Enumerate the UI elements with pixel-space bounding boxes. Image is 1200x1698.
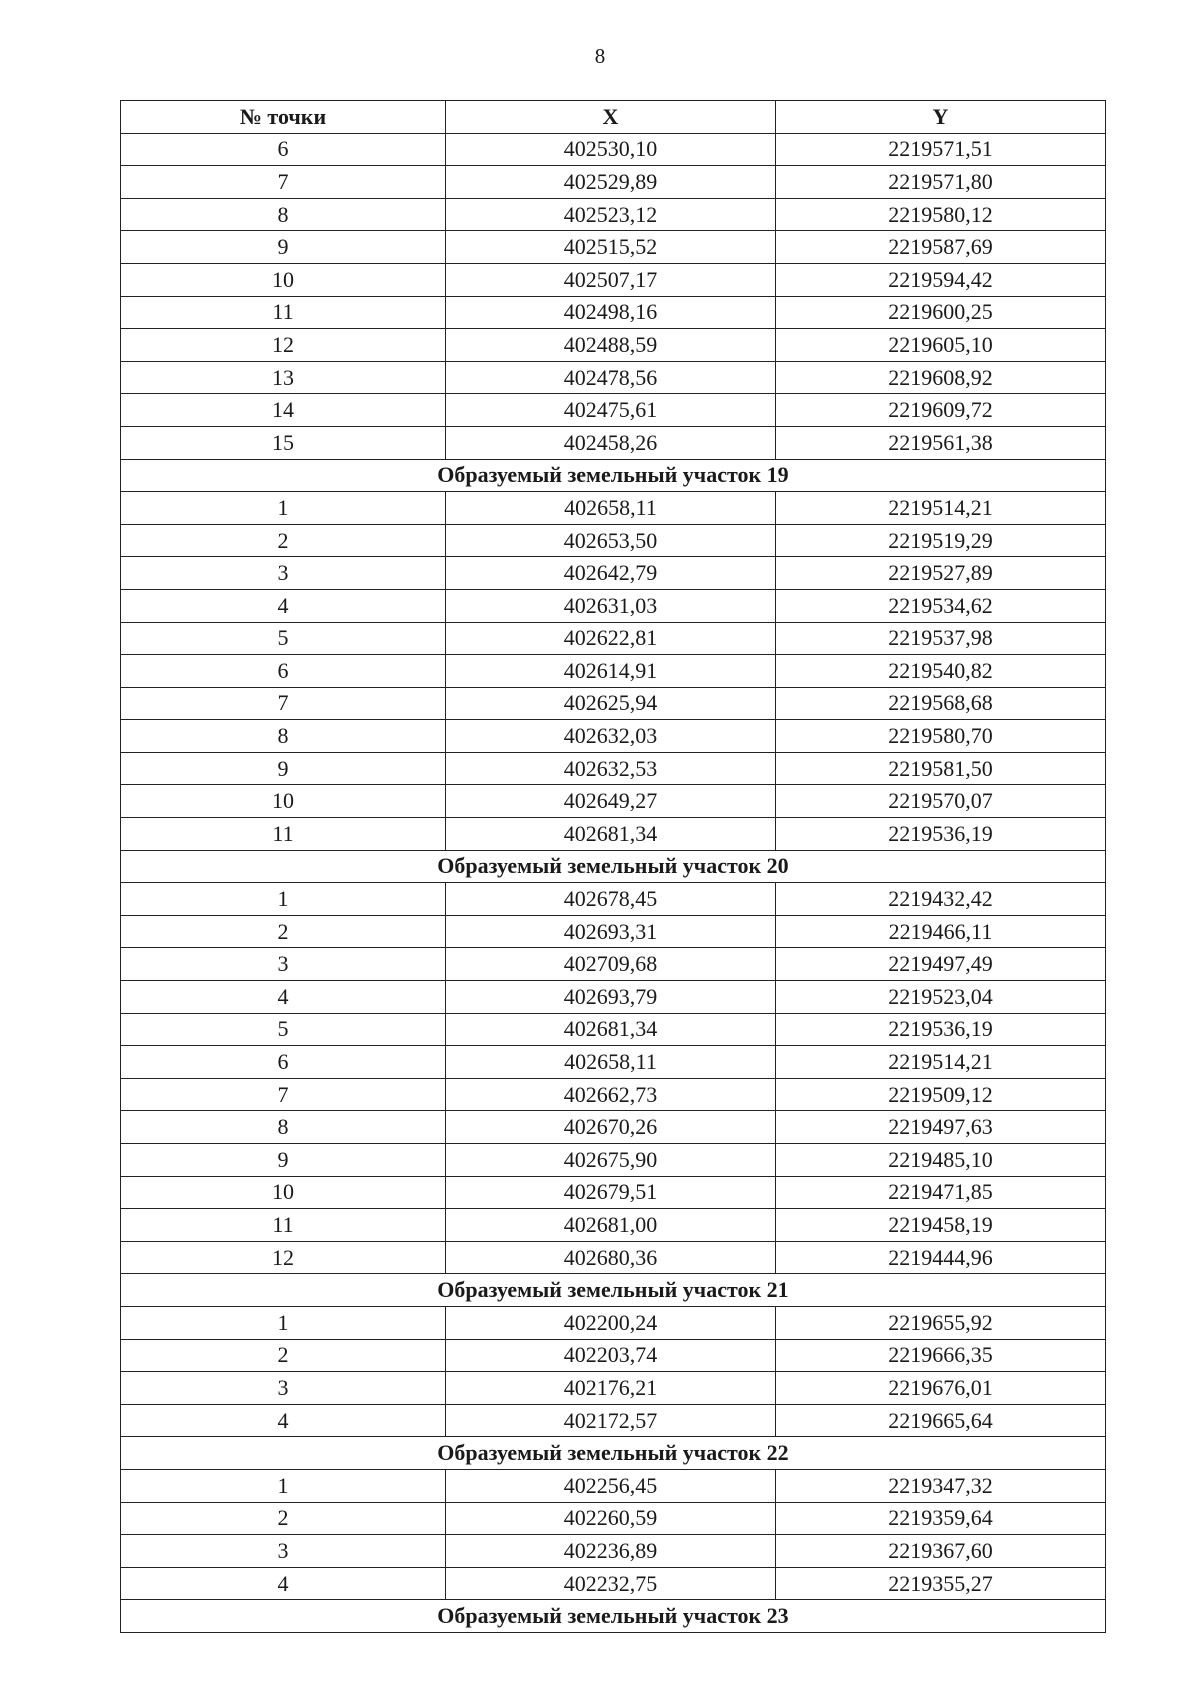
x-coordinate-cell: 402649,27 xyxy=(446,785,776,818)
x-coordinate-cell: 402658,11 xyxy=(446,1046,776,1079)
table-row xyxy=(121,1372,1106,1405)
x-coordinate-cell: 402662,73 xyxy=(446,1078,776,1111)
table-row xyxy=(121,1144,1106,1177)
y-coordinate-cell: 2219571,80 xyxy=(776,166,1106,199)
x-coordinate-cell: 402515,52 xyxy=(446,231,776,264)
x-coordinate-cell: 402631,03 xyxy=(446,589,776,622)
x-coordinate-cell: 402488,59 xyxy=(446,329,776,362)
point-number-cell: 12 xyxy=(121,329,446,362)
x-coordinate-cell: 402475,61 xyxy=(446,394,776,427)
point-number-cell: 9 xyxy=(121,231,446,264)
header-y: Y xyxy=(776,101,1106,134)
x-coordinate-cell: 402478,56 xyxy=(446,361,776,394)
y-coordinate-cell: 2219514,21 xyxy=(776,1046,1106,1079)
y-coordinate-cell: 2219608,92 xyxy=(776,361,1106,394)
table-row xyxy=(121,231,1106,264)
y-coordinate-cell: 2219523,04 xyxy=(776,981,1106,1014)
x-coordinate-cell: 402176,21 xyxy=(446,1372,776,1405)
table-row xyxy=(121,133,1106,166)
table-row xyxy=(121,394,1106,427)
y-coordinate-cell: 2219540,82 xyxy=(776,655,1106,688)
point-number-cell: 2 xyxy=(121,1502,446,1535)
table-row xyxy=(121,752,1106,785)
point-number-cell: 1 xyxy=(121,492,446,525)
point-number-cell: 2 xyxy=(121,915,446,948)
table-row xyxy=(121,1404,1106,1437)
point-number-cell: 4 xyxy=(121,1404,446,1437)
point-number-cell: 7 xyxy=(121,166,446,199)
x-coordinate-cell: 402709,68 xyxy=(446,948,776,981)
section-row xyxy=(121,850,1106,883)
table-row xyxy=(121,166,1106,199)
x-coordinate-cell: 402256,45 xyxy=(446,1469,776,1502)
table-row xyxy=(121,1111,1106,1144)
x-coordinate-cell: 402680,36 xyxy=(446,1241,776,1274)
table-row xyxy=(121,1469,1106,1502)
x-coordinate-cell: 402681,34 xyxy=(446,818,776,851)
y-coordinate-cell: 2219609,72 xyxy=(776,394,1106,427)
point-number-cell: 5 xyxy=(121,1013,446,1046)
y-coordinate-cell: 2219519,29 xyxy=(776,524,1106,557)
table-row xyxy=(121,1176,1106,1209)
y-coordinate-cell: 2219359,64 xyxy=(776,1502,1106,1535)
table-row xyxy=(121,198,1106,231)
x-coordinate-cell: 402172,57 xyxy=(446,1404,776,1437)
y-coordinate-cell: 2219571,51 xyxy=(776,133,1106,166)
x-coordinate-cell: 402614,91 xyxy=(446,655,776,688)
y-coordinate-cell: 2219458,19 xyxy=(776,1209,1106,1242)
y-coordinate-cell: 2219605,10 xyxy=(776,329,1106,362)
table-row xyxy=(121,492,1106,525)
point-number-cell: 4 xyxy=(121,981,446,1014)
point-number-cell: 7 xyxy=(121,1078,446,1111)
point-number-cell: 3 xyxy=(121,1535,446,1568)
x-coordinate-cell: 402678,45 xyxy=(446,883,776,916)
point-number-cell: 1 xyxy=(121,1306,446,1339)
table-row xyxy=(121,1209,1106,1242)
table-row xyxy=(121,1339,1106,1372)
section-title: Образуемый земельный участок 21 xyxy=(121,1274,1106,1307)
x-coordinate-cell: 402232,75 xyxy=(446,1567,776,1600)
point-number-cell: 10 xyxy=(121,263,446,296)
y-coordinate-cell: 2219655,92 xyxy=(776,1306,1106,1339)
y-coordinate-cell: 2219471,85 xyxy=(776,1176,1106,1209)
x-coordinate-cell: 402679,51 xyxy=(446,1176,776,1209)
point-number-cell: 8 xyxy=(121,720,446,753)
table-row xyxy=(121,329,1106,362)
y-coordinate-cell: 2219568,68 xyxy=(776,687,1106,720)
y-coordinate-cell: 2219537,98 xyxy=(776,622,1106,655)
point-number-cell: 4 xyxy=(121,589,446,622)
x-coordinate-cell: 402236,89 xyxy=(446,1535,776,1568)
x-coordinate-cell: 402625,94 xyxy=(446,687,776,720)
table-row xyxy=(121,883,1106,916)
point-number-cell: 6 xyxy=(121,655,446,688)
table-row xyxy=(121,524,1106,557)
y-coordinate-cell: 2219665,64 xyxy=(776,1404,1106,1437)
x-coordinate-cell: 402523,12 xyxy=(446,198,776,231)
y-coordinate-cell: 2219485,10 xyxy=(776,1144,1106,1177)
section-row xyxy=(121,1600,1106,1633)
point-number-cell: 4 xyxy=(121,1567,446,1600)
x-coordinate-cell: 402693,79 xyxy=(446,981,776,1014)
coordinates-table xyxy=(120,100,1106,1633)
y-coordinate-cell: 2219587,69 xyxy=(776,231,1106,264)
section-title: Образуемый земельный участок 23 xyxy=(121,1600,1106,1633)
x-coordinate-cell: 402200,24 xyxy=(446,1306,776,1339)
section-title: Образуемый земельный участок 20 xyxy=(121,850,1106,883)
table-row xyxy=(121,655,1106,688)
table-row xyxy=(121,948,1106,981)
point-number-cell: 15 xyxy=(121,426,446,459)
point-number-cell: 9 xyxy=(121,752,446,785)
y-coordinate-cell: 2219497,49 xyxy=(776,948,1106,981)
y-coordinate-cell: 2219514,21 xyxy=(776,492,1106,525)
table-row xyxy=(121,785,1106,818)
y-coordinate-cell: 2219580,12 xyxy=(776,198,1106,231)
point-number-cell: 10 xyxy=(121,1176,446,1209)
section-title: Образуемый земельный участок 19 xyxy=(121,459,1106,492)
table-row xyxy=(121,589,1106,622)
x-coordinate-cell: 402693,31 xyxy=(446,915,776,948)
table-row xyxy=(121,622,1106,655)
table-row xyxy=(121,1502,1106,1535)
point-number-cell: 3 xyxy=(121,1372,446,1405)
y-coordinate-cell: 2219432,42 xyxy=(776,883,1106,916)
header-x: X xyxy=(446,101,776,134)
y-coordinate-cell: 2219534,62 xyxy=(776,589,1106,622)
x-coordinate-cell: 402632,03 xyxy=(446,720,776,753)
y-coordinate-cell: 2219367,60 xyxy=(776,1535,1106,1568)
y-coordinate-cell: 2219527,89 xyxy=(776,557,1106,590)
table-row xyxy=(121,1078,1106,1111)
table-row xyxy=(121,687,1106,720)
point-number-cell: 11 xyxy=(121,1209,446,1242)
x-coordinate-cell: 402642,79 xyxy=(446,557,776,590)
point-number-cell: 2 xyxy=(121,524,446,557)
y-coordinate-cell: 2219347,32 xyxy=(776,1469,1106,1502)
x-coordinate-cell: 402530,10 xyxy=(446,133,776,166)
section-row xyxy=(121,459,1106,492)
table-row xyxy=(121,1241,1106,1274)
y-coordinate-cell: 2219570,07 xyxy=(776,785,1106,818)
y-coordinate-cell: 2219561,38 xyxy=(776,426,1106,459)
point-number-cell: 11 xyxy=(121,818,446,851)
x-coordinate-cell: 402203,74 xyxy=(446,1339,776,1372)
table-row xyxy=(121,426,1106,459)
y-coordinate-cell: 2219509,12 xyxy=(776,1078,1106,1111)
table-row xyxy=(121,1306,1106,1339)
point-number-cell: 6 xyxy=(121,133,446,166)
y-coordinate-cell: 2219666,35 xyxy=(776,1339,1106,1372)
table-body xyxy=(121,133,1106,1632)
table-row xyxy=(121,361,1106,394)
y-coordinate-cell: 2219676,01 xyxy=(776,1372,1106,1405)
point-number-cell: 6 xyxy=(121,1046,446,1079)
point-number-cell: 14 xyxy=(121,394,446,427)
table-row xyxy=(121,263,1106,296)
page-number: 8 xyxy=(594,44,606,68)
y-coordinate-cell: 2219444,96 xyxy=(776,1241,1106,1274)
table-row xyxy=(121,720,1106,753)
x-coordinate-cell: 402670,26 xyxy=(446,1111,776,1144)
y-coordinate-cell: 2219536,19 xyxy=(776,1013,1106,1046)
x-coordinate-cell: 402622,81 xyxy=(446,622,776,655)
point-number-cell: 8 xyxy=(121,1111,446,1144)
table-row xyxy=(121,1535,1106,1568)
header-point-number: № точки xyxy=(121,101,446,134)
section-row xyxy=(121,1437,1106,1470)
point-number-cell: 7 xyxy=(121,687,446,720)
table-row xyxy=(121,557,1106,590)
table-row xyxy=(121,981,1106,1014)
x-coordinate-cell: 402681,34 xyxy=(446,1013,776,1046)
point-number-cell: 3 xyxy=(121,557,446,590)
point-number-cell: 9 xyxy=(121,1144,446,1177)
x-coordinate-cell: 402658,11 xyxy=(446,492,776,525)
x-coordinate-cell: 402675,90 xyxy=(446,1144,776,1177)
table-row xyxy=(121,1046,1106,1079)
section-title: Образуемый земельный участок 22 xyxy=(121,1437,1106,1470)
x-coordinate-cell: 402632,53 xyxy=(446,752,776,785)
point-number-cell: 3 xyxy=(121,948,446,981)
x-coordinate-cell: 402529,89 xyxy=(446,166,776,199)
point-number-cell: 11 xyxy=(121,296,446,329)
x-coordinate-cell: 402498,16 xyxy=(446,296,776,329)
point-number-cell: 1 xyxy=(121,883,446,916)
y-coordinate-cell: 2219581,50 xyxy=(776,752,1106,785)
x-coordinate-cell: 402458,26 xyxy=(446,426,776,459)
y-coordinate-cell: 2219466,11 xyxy=(776,915,1106,948)
x-coordinate-cell: 402681,00 xyxy=(446,1209,776,1242)
x-coordinate-cell: 402260,59 xyxy=(446,1502,776,1535)
y-coordinate-cell: 2219600,25 xyxy=(776,296,1106,329)
x-coordinate-cell: 402507,17 xyxy=(446,263,776,296)
y-coordinate-cell: 2219497,63 xyxy=(776,1111,1106,1144)
table-row xyxy=(121,296,1106,329)
point-number-cell: 1 xyxy=(121,1469,446,1502)
table-row xyxy=(121,915,1106,948)
table-row xyxy=(121,1567,1106,1600)
point-number-cell: 8 xyxy=(121,198,446,231)
point-number-cell: 5 xyxy=(121,622,446,655)
point-number-cell: 12 xyxy=(121,1241,446,1274)
y-coordinate-cell: 2219580,70 xyxy=(776,720,1106,753)
table-row xyxy=(121,818,1106,851)
x-coordinate-cell: 402653,50 xyxy=(446,524,776,557)
y-coordinate-cell: 2219355,27 xyxy=(776,1567,1106,1600)
point-number-cell: 13 xyxy=(121,361,446,394)
point-number-cell: 10 xyxy=(121,785,446,818)
table-header-row xyxy=(121,101,1106,134)
y-coordinate-cell: 2219594,42 xyxy=(776,263,1106,296)
section-row xyxy=(121,1274,1106,1307)
table-row xyxy=(121,1013,1106,1046)
y-coordinate-cell: 2219536,19 xyxy=(776,818,1106,851)
point-number-cell: 2 xyxy=(121,1339,446,1372)
